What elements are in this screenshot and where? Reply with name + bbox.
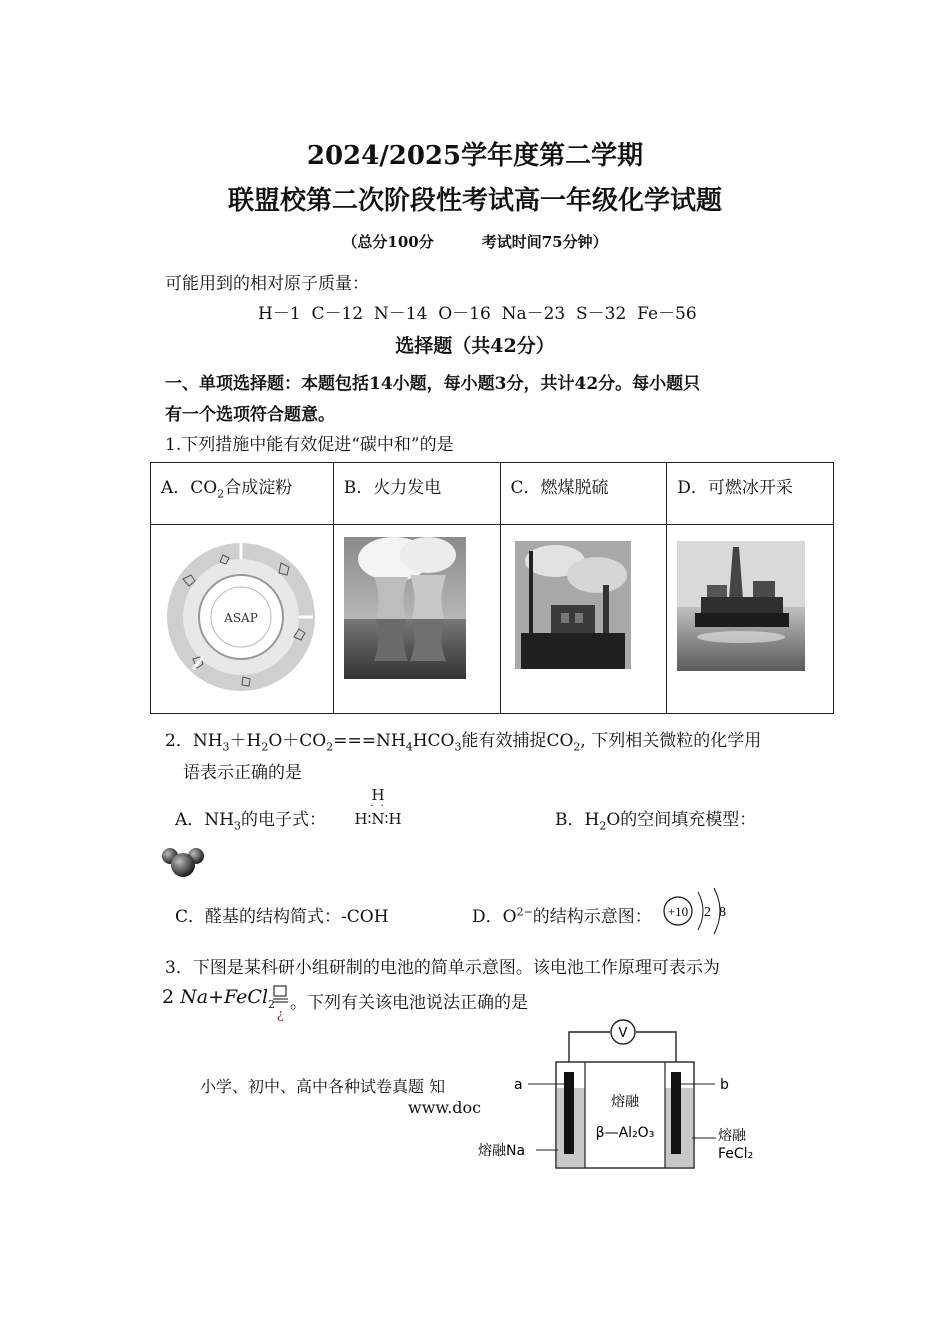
q1-stem: 1.下列措施中能有效促进“碳中和”的是 bbox=[165, 435, 454, 455]
section-heading: 选择题（共42分） bbox=[395, 335, 555, 357]
q2-option-c: C．醛基的结构简式：-COH bbox=[175, 907, 389, 927]
formula-top-h: H bbox=[371, 786, 385, 804]
asap-label: ASAP bbox=[224, 611, 258, 625]
time-note: 考试时间75分钟） bbox=[481, 233, 608, 251]
watermark-line-1: 小学、初中、高中各种试卷真题 知 bbox=[200, 1077, 446, 1096]
q1-option-a: A．$CO_2$合成淀粉 bbox=[151, 463, 334, 525]
q3-stem-tail: 。下列有关该电池说法正确的是 bbox=[290, 993, 528, 1013]
offshore-platform-image bbox=[677, 541, 805, 671]
q1-options-table bbox=[150, 462, 834, 714]
garbled-glyph: ¿ bbox=[277, 1006, 284, 1022]
q1-option-b: B．火力发电 bbox=[333, 463, 500, 525]
electrode-a bbox=[564, 1072, 574, 1154]
power-plant-image bbox=[344, 537, 466, 679]
q3-stem-line-1: 3．下图是某科研小组研制的电池的简单示意图。该电池工作原理可表示为 bbox=[165, 958, 720, 978]
title-line-2: 联盟校第二次阶段性考试高一年级化学试题 bbox=[227, 186, 722, 216]
nh3-electron-formula bbox=[343, 786, 413, 828]
score-note: （总分100分 bbox=[342, 233, 434, 251]
exam-info bbox=[0, 231, 950, 252]
battery-diagram bbox=[470, 1012, 770, 1172]
q3-reaction-formula: 2 Na+FeCl$_2$ bbox=[162, 986, 276, 1011]
asap-cycle-image bbox=[163, 539, 319, 695]
shell-1-electrons: 2 bbox=[704, 905, 711, 920]
q1-option-d: D．可燃冰开采 bbox=[667, 463, 834, 525]
center-label-bottom: β—Al₂O₃ bbox=[595, 1125, 655, 1141]
right-melt-label-bottom: FeCl₂ bbox=[718, 1146, 754, 1162]
electrode-b-label: b bbox=[720, 1077, 729, 1093]
q1-option-c: C．燃煤脱硫 bbox=[500, 463, 667, 525]
section-instruction-1: 一、单项选择题：本题包括14小题，每小题3分，共计42分。每小题只 bbox=[165, 374, 701, 394]
section-instruction-2: 有一个选项符合题意。 bbox=[165, 405, 335, 425]
atomic-mass-values: H－1 C－12 N－14 O－16 Na－23 S－32 Fe－56 bbox=[258, 304, 697, 324]
q2-option-a: A．$NH_3$的电子式： bbox=[175, 810, 326, 833]
water-space-filling-model bbox=[160, 845, 206, 879]
q2-stem-line-2: 语表示正确的是 bbox=[183, 763, 302, 783]
q1-image-b-cell bbox=[333, 525, 500, 714]
voltmeter-label: V bbox=[618, 1026, 628, 1041]
atomic-mass-label: 可能用到的相对原子质量： bbox=[165, 274, 369, 294]
right-melt-label-top: 熔融 bbox=[718, 1128, 746, 1144]
q1-image-c-cell bbox=[500, 525, 667, 714]
q2-option-d: D．$O^{2-}$的结构示意图： bbox=[472, 905, 652, 927]
q2-option-b: B．$H_2O$的空间填充模型： bbox=[555, 810, 757, 833]
q1-image-a-cell bbox=[151, 525, 334, 714]
nucleus-charge: +10 bbox=[667, 904, 689, 919]
q2-stem-line-1: 2．$NH_3+H_2O+CO_2===NH_4HCO_3$能有效捕捉$CO_2$, 下列相关微粒的化学用 bbox=[165, 731, 762, 754]
oxygen-ion-structure-diagram bbox=[662, 886, 734, 936]
left-melt-label: 熔融Na bbox=[478, 1143, 526, 1159]
q1-image-d-cell bbox=[667, 525, 834, 714]
lone-pair-dots: · · bbox=[370, 801, 386, 812]
electrode-b bbox=[671, 1072, 681, 1154]
formula-row: H∶N∶H bbox=[354, 810, 402, 828]
coal-plant-image bbox=[515, 541, 631, 669]
center-label-top: 熔融 bbox=[611, 1094, 639, 1110]
watermark-line-2: www.doc bbox=[408, 1098, 482, 1117]
electrode-a-label: a bbox=[514, 1077, 523, 1093]
title-line-1: 2024/2025学年度第二学期 bbox=[306, 141, 644, 171]
shell-2-electrons: 8 bbox=[719, 905, 726, 920]
